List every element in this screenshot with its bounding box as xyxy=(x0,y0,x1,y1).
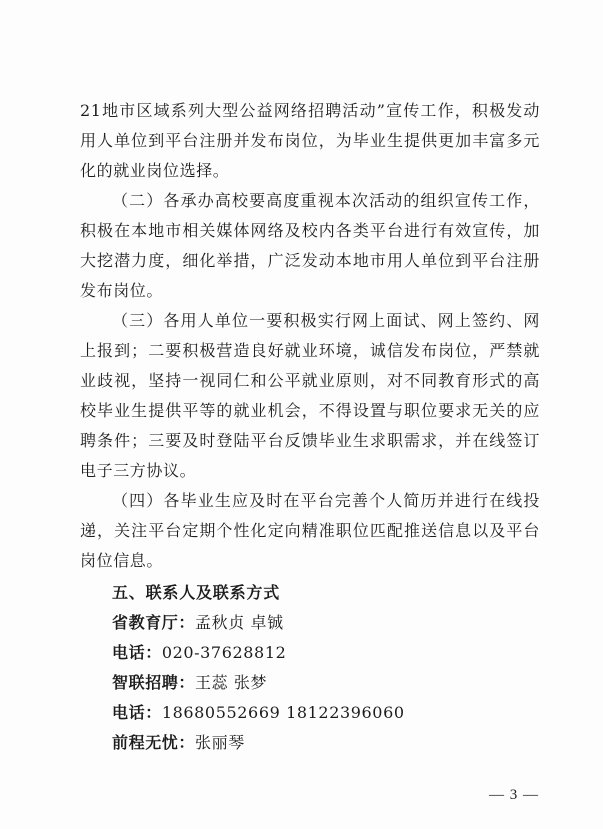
contact-value: 孟秋贞 卓铖 xyxy=(195,613,284,632)
contact-line-education-dept xyxy=(80,608,540,638)
contact-line-51job xyxy=(80,728,540,758)
contact-label: 前程无忧： xyxy=(112,733,196,752)
contact-value: 王蕊 张梦 xyxy=(195,673,268,692)
section-heading-contacts: 五、联系人及联系方式 xyxy=(112,583,281,602)
document-body xyxy=(80,96,540,758)
contact-line-education-phone xyxy=(80,638,540,668)
contact-value: 张丽琴 xyxy=(195,733,245,752)
contact-label: 省教育厅： xyxy=(112,613,196,632)
contact-line-zhaopin xyxy=(80,668,540,698)
contact-value: 020-37628812 xyxy=(161,643,287,662)
paragraph-item-3: （三）各用人单位一要积极实行网上面试、网上签约、网上报到；二要积极营造良好就业环境，诚信发布岗位，严禁就业歧视，坚持一视同仁和公平就业原则，对不同教育形式的高校毕业生提供平等的就业机会，不得设置与职位要求无关的应聘条件；三要及时登陆平台反馈毕业生求职需求，并在线签订电子三方协议。 xyxy=(80,311,540,480)
contact-label: 电话： xyxy=(112,643,162,662)
paragraph-item-4: （四）各毕业生应及时在平台完善个人简历并进行在线投递，关注平台定期个性化定向精准职位匹配推送信息以及平台岗位信息。 xyxy=(80,491,540,570)
paragraph-item-2: （二）各承办高校要高度重视本次活动的组织宣传工作，积极在本地市相关媒体网络及校内各类平台进行有效宣传，加大挖潜力度，细化举措，广泛发动本地市用人单位到平台注册发布岗位。 xyxy=(80,191,540,300)
contact-value: 18680552669 18122396060 xyxy=(161,703,405,722)
contact-label: 智联招聘： xyxy=(112,673,196,692)
paragraph-continuation: 21地市区域系列大型公益网络招聘活动”宣传工作，积极发动用人单位到平台注册并发布岗位，为毕业生提供更加丰富多元化的就业岗位选择。 xyxy=(80,101,540,180)
contact-line-zhaopin-phone xyxy=(80,698,540,728)
page-number: — 3 — xyxy=(489,787,539,803)
contact-label: 电话： xyxy=(112,703,162,722)
